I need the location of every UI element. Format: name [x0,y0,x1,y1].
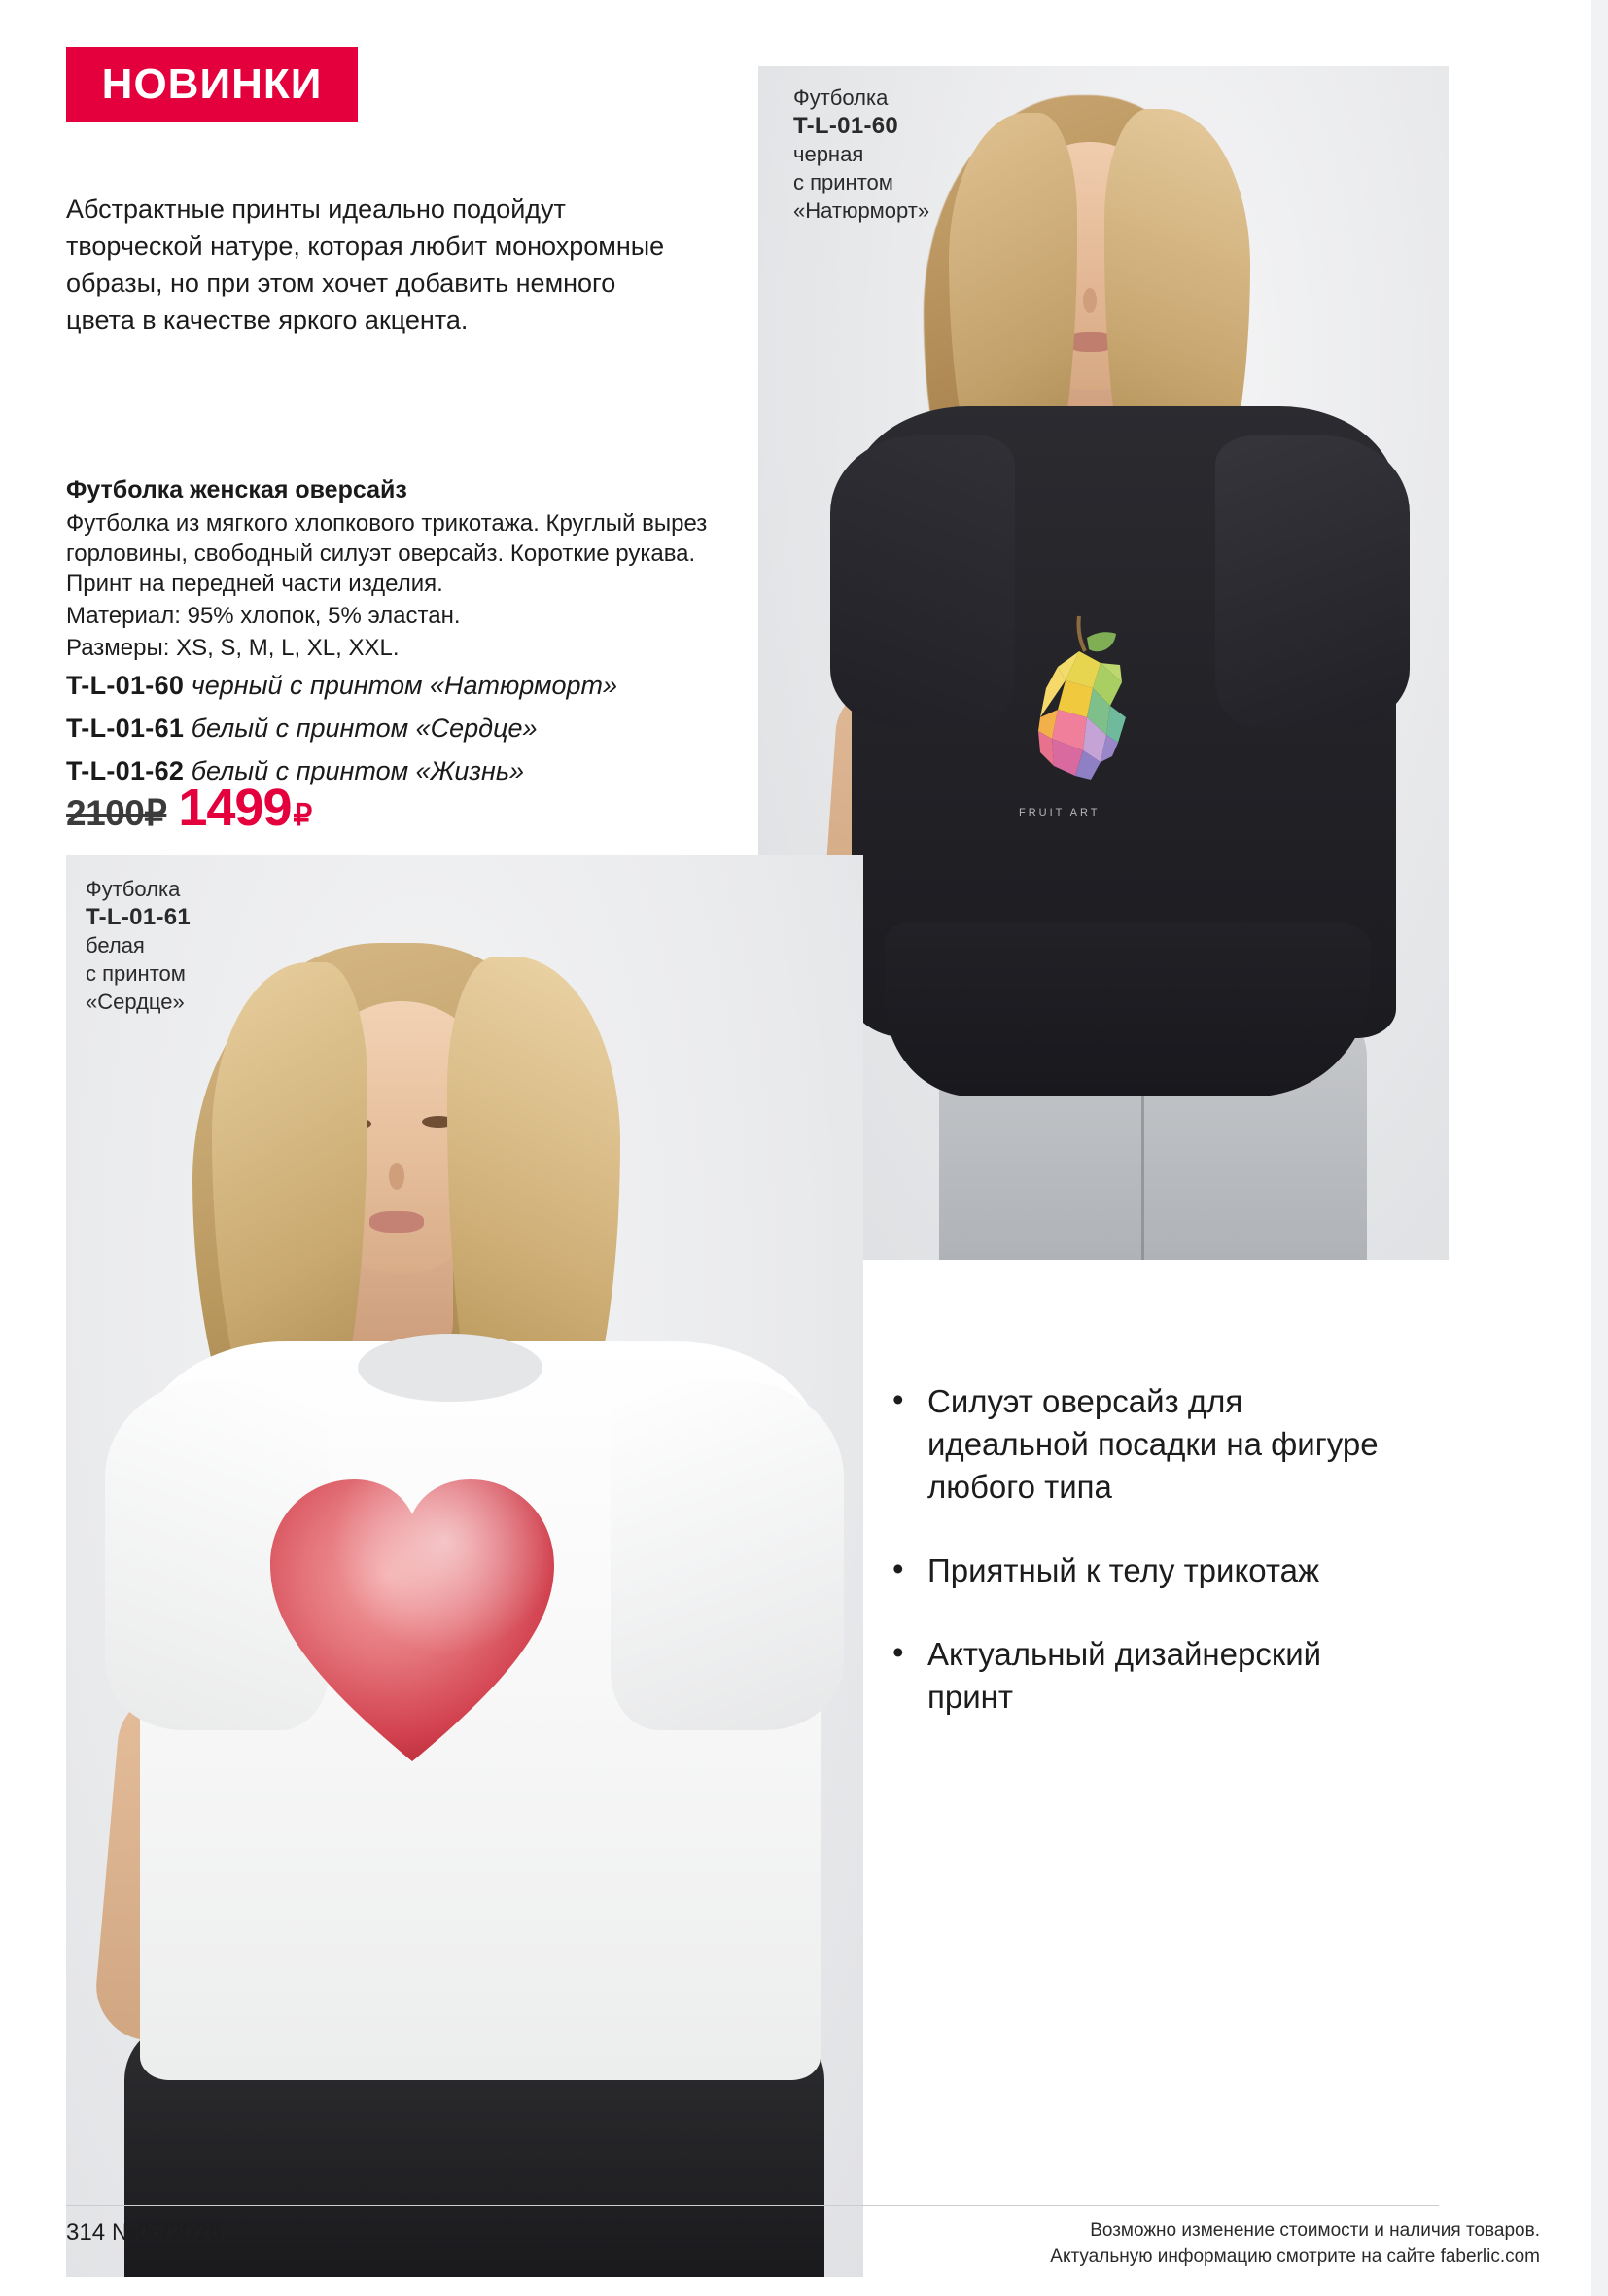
issue-number: №06/2026 [111,2219,222,2245]
product-info-block [66,474,727,791]
caption-black-tee [793,84,929,225]
intro-paragraph: Абстрактные принты идеально подойдут творческой натуре, которая любит монохромные образы, но при этом хочет добавить немного цвета в качестве яркого акцента. [66,194,665,334]
print-label: FRUIT ART [1019,807,1101,818]
product-photo-white-tee [66,855,863,2277]
black-tshirt-hem [885,922,1371,1096]
feature-list [887,1380,1392,1759]
black-tshirt-sleeve-left [830,435,1015,727]
caption-line: с принтом [793,170,893,194]
footer-page-info [66,2219,221,2246]
product-variant-code: T-L-01-61 [66,713,185,743]
new-arrivals-badge [66,47,358,122]
caption-product-code: T-L-01-61 [86,904,192,930]
product-variant-desc: белый с принтом «Сердце» [191,713,538,743]
product-title: Футболка женская оверсайз [66,476,407,504]
product-variant [66,708,727,748]
price-row [66,778,312,838]
caption-product-code: T-L-01-60 [793,113,899,139]
page-number: 314 [66,2219,106,2245]
product-material: Материал: 95% хлопок, 5% эластан. [66,603,461,629]
caption-line: черная [793,142,864,166]
caption-white-tee [86,875,191,1016]
pear-print-icon [1007,609,1153,793]
price-old: 2100₽ [66,793,167,833]
footer-disclaimer [1050,2217,1540,2270]
caption-line: с принтом [86,961,186,986]
caption-line: Футболка [793,86,889,110]
product-variant [66,665,727,706]
feature-item: • Актуальный дизайнерский принт [887,1633,1392,1719]
product-variant-code: T-L-01-60 [66,671,185,700]
disclaimer-line-1: Возможно изменение стоимости и наличия товаров. [1090,2220,1540,2241]
black-tshirt-sleeve-right [1215,435,1410,727]
product-description: Футболка из мягкого хлопкового трикотажа. Круглый вырез горловины, свободный силуэт оверсайз. Короткие рукава. Принт на передней части изделия. [66,510,708,597]
caption-line: Футболка [86,877,181,901]
product-variant-desc: белый с принтом «Жизнь» [191,756,525,785]
caption-line: «Сердце» [86,990,185,1014]
page-edge-strip [1591,0,1608,2296]
price-new: 1499 [178,779,292,837]
heart-print-icon [257,1458,568,1779]
product-sizes: Размеры: XS, S, M, L, XL, XXL. [66,635,400,661]
disclaimer-line-2: Актуальную информацию смотрите на сайте faberlic.com [1050,2246,1540,2267]
caption-line: «Натюрморт» [793,198,930,223]
footer-divider [66,2205,1439,2206]
product-variant-desc: черный с принтом «Натюрморт» [191,671,618,700]
product-variant-code: T-L-01-62 [66,756,185,785]
new-arrivals-badge-label: НОВИНКИ [101,60,323,108]
price-currency: ₽ [293,798,313,832]
feature-item: • Силуэт оверсайз для идеальной посадки на фигуре любого типа [887,1380,1392,1509]
white-tshirt-collar [358,1334,542,1402]
white-tshirt-sleeve-right [611,1380,844,1730]
caption-line: белая [86,933,145,957]
feature-item: • Приятный к телу трикотаж [887,1549,1392,1592]
